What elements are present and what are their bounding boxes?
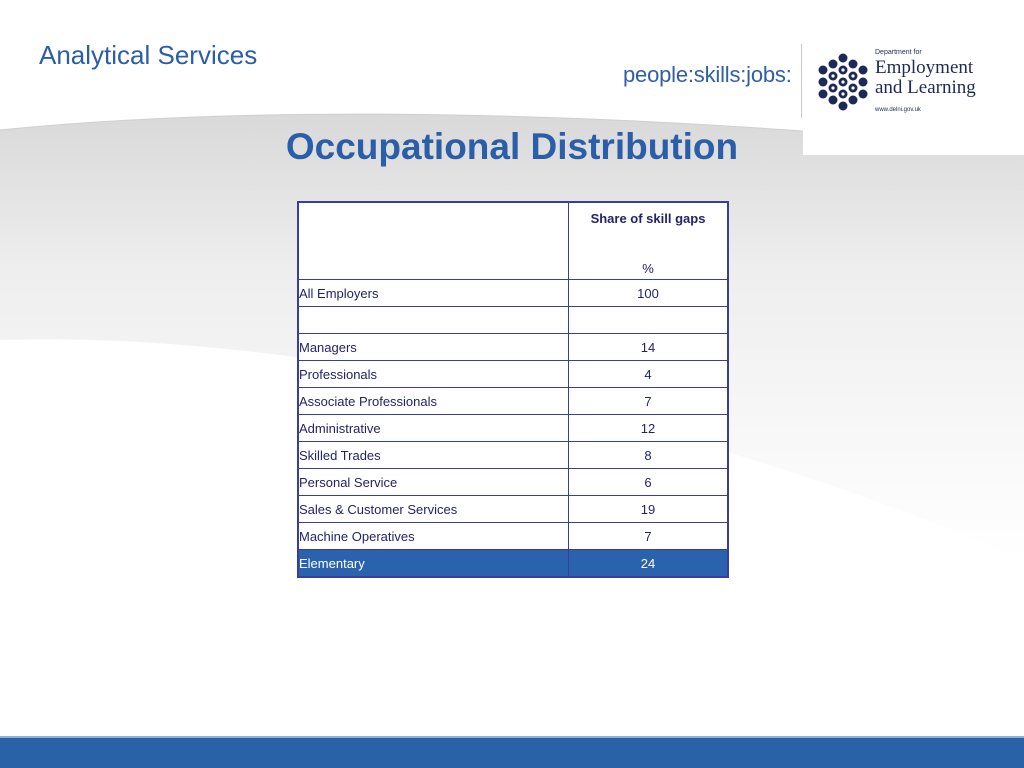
row-label: Machine Operatives: [298, 523, 569, 550]
slide-title: Occupational Distribution: [285, 126, 739, 167]
logo-url: www.delni.gov.uk: [875, 107, 921, 113]
row-value: 14: [569, 334, 729, 361]
row-value: 6: [569, 469, 729, 496]
row-value: [569, 307, 729, 334]
del-emblem-icon: [815, 52, 871, 112]
row-value: 7: [569, 523, 729, 550]
table-row: [298, 415, 728, 442]
row-label: All Employers: [298, 280, 569, 307]
people-skills-jobs-logo: people:skills:jobs:: [623, 62, 792, 87]
table-header-row: [298, 202, 728, 280]
logo-dept-for: Department for: [875, 49, 922, 56]
logo-divider: [801, 44, 802, 118]
row-label: Associate Professionals: [298, 388, 569, 415]
row-value: 8: [569, 442, 729, 469]
row-value: 12: [569, 415, 729, 442]
table-row: [298, 334, 728, 361]
row-label: Sales & Customer Services: [298, 496, 569, 523]
table-row: [298, 388, 728, 415]
row-label: [298, 307, 569, 334]
row-value: 24: [569, 550, 729, 578]
row-label: Professionals: [298, 361, 569, 388]
table-row: [298, 469, 728, 496]
row-value: 7: [569, 388, 729, 415]
table-row: [298, 550, 728, 578]
section-title: Analytical Services: [39, 40, 258, 70]
row-label: Managers: [298, 334, 569, 361]
occupational-distribution-table: [297, 201, 729, 578]
row-label: Elementary: [298, 550, 569, 578]
logo-name-line1: Employment: [875, 57, 974, 78]
row-label: Personal Service: [298, 469, 569, 496]
row-value: 4: [569, 361, 729, 388]
logo-name-line2: and Learning: [875, 77, 976, 98]
header-empty-cell: [298, 202, 569, 280]
header-value-cell: [569, 202, 729, 280]
row-label: Administrative: [298, 415, 569, 442]
occupational-table-wrapper: [297, 201, 729, 578]
row-value: 100: [569, 280, 729, 307]
table-row: [298, 361, 728, 388]
table-row: [298, 523, 728, 550]
row-label: Skilled Trades: [298, 442, 569, 469]
table-row: [298, 442, 728, 469]
table-row: [298, 496, 728, 523]
table-row: [298, 307, 728, 334]
row-value: 19: [569, 496, 729, 523]
table-row: [298, 280, 728, 307]
column-header: Share of skill gaps: [590, 211, 706, 226]
column-unit: %: [642, 261, 654, 276]
footer-bar: [0, 738, 1024, 768]
